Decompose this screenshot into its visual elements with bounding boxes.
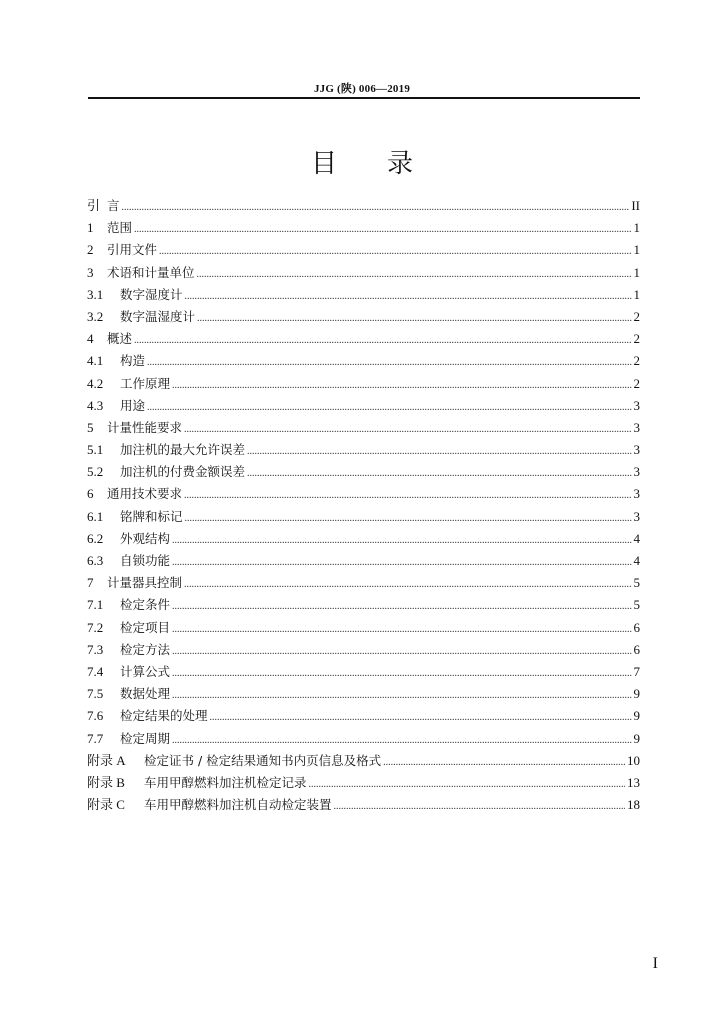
toc-entry-page: 13	[627, 774, 640, 790]
toc-entry-page: 9	[633, 730, 640, 746]
toc-entry-title: 范围	[107, 220, 133, 236]
toc-entry-title: 术语和计量单位	[107, 264, 195, 280]
toc-entry-page: 6	[633, 641, 640, 657]
toc-entry[interactable]	[87, 483, 640, 505]
toc-entry-title: 数字湿度计	[120, 286, 183, 302]
toc-entry-page: 1	[633, 286, 640, 302]
toc-dot-leader	[147, 352, 631, 374]
toc-entry-number: 3.2	[87, 308, 104, 324]
toc-entry[interactable]	[87, 284, 640, 306]
toc-dot-leader	[172, 619, 631, 641]
toc-entry-number: 4	[87, 331, 94, 347]
toc-entry-page: 3	[633, 397, 640, 413]
toc-entry-page: 1	[633, 220, 640, 236]
toc-dot-leader	[185, 508, 632, 530]
page-title: 目录	[310, 149, 463, 179]
toc-dot-leader	[172, 663, 631, 685]
toc-entry-number: 7.1	[87, 597, 104, 613]
toc-dot-leader	[185, 286, 632, 308]
toc-dot-leader	[184, 574, 631, 596]
toc-entry-title: 通用技术要求	[107, 486, 183, 502]
toc-entry[interactable]	[87, 262, 640, 284]
toc-dot-leader	[172, 596, 631, 618]
toc-entry[interactable]	[87, 639, 640, 661]
toc-entry-number: 附录 A	[87, 752, 126, 768]
toc-entry-number: 7.3	[87, 641, 104, 657]
toc-entry[interactable]	[87, 461, 640, 483]
toc-entry-page: 3	[633, 464, 640, 480]
toc-entry-title: 引用文件	[107, 242, 158, 258]
toc-entry-number: 2	[87, 242, 94, 258]
toc-entry[interactable]	[87, 794, 640, 816]
toc-entry-title: 计算公式	[120, 663, 171, 679]
page-number: I	[652, 955, 658, 972]
toc-entry-title: 数字温湿度计	[120, 308, 196, 324]
toc-dot-leader	[247, 463, 631, 485]
toc-entry-title: 工作原理	[120, 375, 171, 391]
toc-dot-leader	[172, 641, 631, 663]
toc-dot-leader	[172, 730, 631, 752]
toc-entry-number: 7.2	[87, 619, 104, 635]
toc-dot-leader	[172, 552, 631, 574]
toc-entry-title: 加注机的最大允许误差	[120, 442, 246, 458]
toc-dot-leader	[134, 330, 631, 352]
toc-entry-number: 7	[87, 575, 94, 591]
toc-entry[interactable]	[87, 328, 640, 350]
toc-entry-title: 检定结果的处理	[120, 708, 208, 724]
toc-entry-page: 3	[633, 508, 640, 524]
toc-entry[interactable]	[87, 373, 640, 395]
toc-entry-number: 7.7	[87, 730, 104, 746]
toc-entry[interactable]	[87, 750, 640, 772]
toc-entry-title: 外观结构	[120, 530, 171, 546]
toc-entry-title: 概述	[107, 331, 133, 347]
toc-entry-title: 用途	[120, 397, 146, 413]
toc-entry[interactable]	[87, 350, 640, 372]
toc-entry-title: 计量器具控制	[107, 575, 183, 591]
toc-dot-leader	[197, 308, 631, 330]
toc-entry[interactable]	[87, 594, 640, 616]
toc-entry-number: 引	[87, 198, 111, 213]
toc-entry-number: 6.2	[87, 530, 104, 546]
toc-entry-page: 1	[633, 242, 640, 258]
toc-entry[interactable]	[87, 572, 640, 594]
toc-entry-number: 5	[87, 419, 94, 435]
toc-entry-page: 2	[633, 353, 640, 369]
toc-entry-page: 2	[633, 331, 640, 347]
toc-entry-page: 5	[633, 597, 640, 613]
document-code-header: JJG (陕) 006—2019	[313, 83, 411, 95]
toc-dot-leader	[172, 530, 631, 552]
toc-entry-number: 6.3	[87, 553, 104, 568]
toc-entry-page: 3	[633, 442, 640, 458]
toc-entry-number: 3	[87, 264, 94, 280]
toc-entry-page: 9	[633, 686, 640, 702]
toc-entry-number: 附录 B	[87, 774, 125, 790]
toc-entry-title: 计量性能要求	[107, 419, 183, 435]
toc-entry-number: 5.2	[87, 464, 104, 480]
toc-entry[interactable]	[87, 417, 640, 439]
toc-dot-leader	[172, 375, 631, 397]
toc-entry[interactable]	[87, 439, 640, 461]
toc-entry[interactable]	[87, 550, 640, 572]
toc-entry-title: 检定项目	[120, 619, 171, 635]
toc-entry[interactable]	[87, 306, 640, 328]
toc-entry[interactable]	[87, 239, 640, 261]
toc-dot-leader	[210, 707, 632, 729]
toc-entry-page: 7	[633, 663, 640, 679]
toc-entry-page: 2	[633, 308, 640, 324]
toc-entry-page: 6	[633, 619, 640, 635]
toc-entry-title: 检定证书 / 检定结果通知书内页信息及格式	[144, 752, 382, 768]
toc-entry-title: 检定条件	[120, 597, 171, 613]
toc-dot-leader	[184, 419, 631, 441]
toc-entry-page: 3	[633, 486, 640, 502]
toc-entry-title: 检定周期	[120, 730, 171, 746]
toc-entry[interactable]	[87, 705, 640, 727]
toc-entry-number: 7.4	[87, 663, 104, 679]
toc-entry-number: 7.5	[87, 686, 104, 702]
toc-entry-number: 6.1	[87, 508, 104, 524]
toc-entry-number: 7.6	[87, 708, 104, 724]
toc-dot-leader	[172, 685, 631, 707]
toc-entry-title: 加注机的付费金额误差	[120, 464, 246, 480]
toc-entry-page: 3	[633, 419, 640, 435]
toc-entry-title: 构造	[120, 353, 146, 369]
toc-dot-leader	[134, 219, 631, 241]
toc-entry-page: 4	[633, 553, 640, 568]
toc-entry-page: 18	[627, 797, 640, 813]
toc-entry-title: 检定方法	[120, 641, 171, 657]
toc-entry-page: 5	[633, 575, 640, 591]
toc-dot-leader	[147, 397, 631, 419]
toc-dot-leader	[383, 752, 625, 774]
toc-entry-number: 1	[87, 220, 94, 236]
table-of-contents	[87, 195, 640, 816]
toc-entry[interactable]	[87, 217, 640, 239]
toc-entry-title: 车用甲醇燃料加注机自动检定装置	[144, 797, 332, 813]
toc-entry[interactable]	[87, 528, 640, 550]
toc-entry-page: 9	[633, 708, 640, 724]
toc-entry-title: 车用甲醇燃料加注机检定记录	[144, 774, 307, 790]
toc-entry-number: 附录 C	[87, 797, 125, 813]
toc-entry-number: 5.1	[87, 442, 104, 458]
toc-entry[interactable]	[87, 728, 640, 750]
toc-entry-number: 6	[87, 486, 94, 502]
toc-entry[interactable]	[87, 772, 640, 794]
toc-entry-number: 4.3	[87, 397, 104, 413]
toc-dot-leader	[122, 197, 630, 219]
toc-dot-leader	[184, 485, 631, 507]
toc-entry-page: 10	[627, 752, 640, 768]
toc-entry-title: 言	[107, 198, 120, 213]
toc-dot-leader	[197, 264, 632, 286]
toc-entry-page: 4	[633, 530, 640, 546]
toc-entry-page: 1	[633, 264, 640, 280]
toc-entry-title: 数据处理	[120, 686, 171, 702]
toc-dot-leader	[334, 796, 625, 818]
toc-entry[interactable]	[87, 617, 640, 639]
header-rule	[88, 97, 640, 99]
toc-dot-leader	[159, 241, 631, 263]
toc-entry[interactable]	[87, 395, 640, 417]
toc-entry[interactable]	[87, 683, 640, 705]
toc-dot-leader	[309, 774, 625, 796]
toc-entry-number: 3.1	[87, 286, 104, 302]
toc-entry-page: II	[631, 198, 640, 213]
toc-entry-page: 2	[633, 375, 640, 391]
toc-entry-number: 4.2	[87, 375, 104, 391]
toc-entry[interactable]	[87, 195, 640, 217]
toc-entry-number: 4.1	[87, 353, 104, 369]
toc-entry[interactable]	[87, 661, 640, 683]
toc-entry[interactable]	[87, 506, 640, 528]
toc-entry-title: 铭牌和标记	[120, 508, 183, 524]
toc-entry-title: 自锁功能	[120, 553, 171, 568]
toc-dot-leader	[247, 441, 631, 463]
